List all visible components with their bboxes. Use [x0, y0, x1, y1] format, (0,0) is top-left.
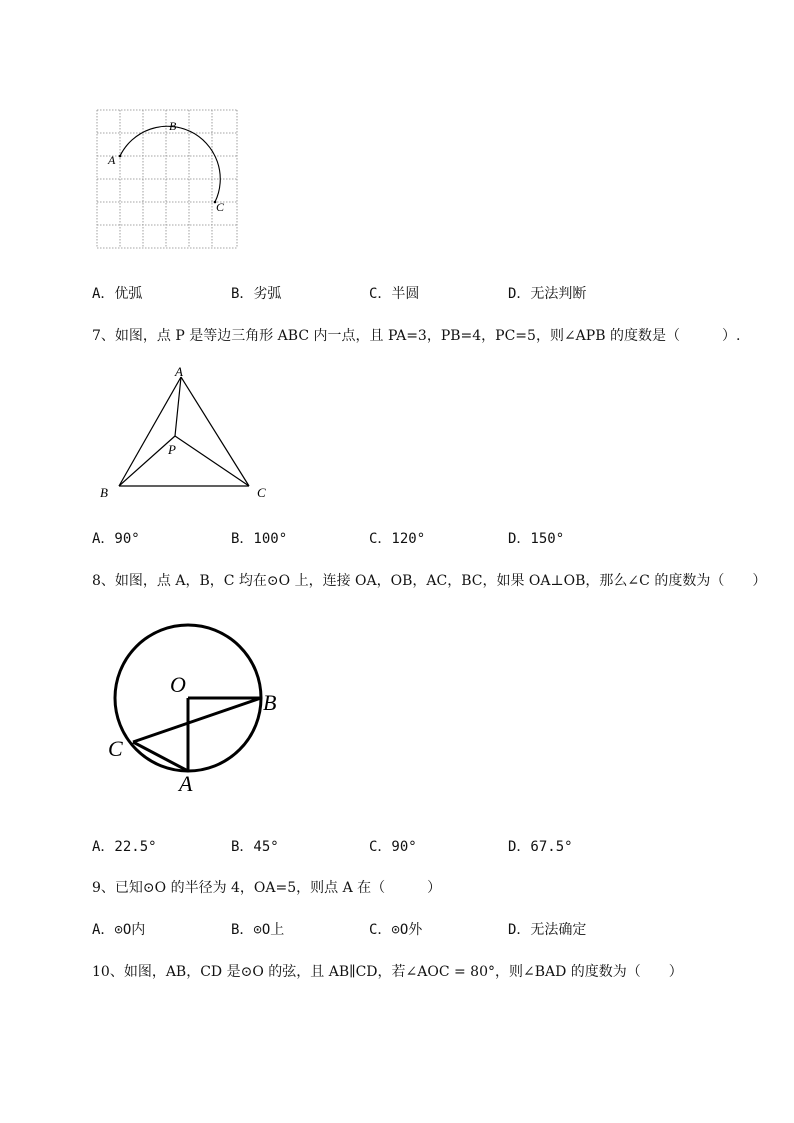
label-b: B [263, 690, 277, 715]
q7-option-b: B．100° [231, 531, 288, 547]
q9-text: 9、已知⊙O 的半径为 4，OA=5，则点 A 在（ ） [92, 880, 442, 896]
q7-option-c: C．120° [369, 531, 426, 547]
q7-option-d: D．150° [508, 531, 565, 547]
label-b: B [100, 485, 108, 500]
q7-text: 7、如图，点 P 是等边三角形 ABC 内一点，且 PA=3，PB=4，PC=5，则∠APB 的度数是（ ）. [92, 328, 741, 344]
label-a: A [179, 771, 193, 796]
q6-option-a: A．优弧 [92, 286, 143, 302]
q6-grid-arc-figure [90, 103, 250, 255]
label-c: C [108, 736, 123, 761]
q6-option-c: C．半圆 [369, 286, 420, 302]
label-b: B [169, 119, 177, 133]
point-a [119, 155, 122, 158]
q8-option-c: C．90° [369, 839, 417, 855]
label-c: C [257, 485, 266, 500]
label-p: P [168, 442, 176, 457]
q8-text: 8、如图，点 A，B，C 均在⊙O 上，连接 OA，OB，AC，BC，如果 OA⊥OB，那么∠C 的度数为（ ） [92, 573, 767, 589]
q9-option-b: B．⊙O上 [231, 922, 285, 938]
label-a: A [108, 153, 116, 167]
q7-triangle-figure [95, 360, 280, 505]
q9-option-d: D．无法确定 [508, 922, 587, 938]
q8-option-b: B．45° [231, 839, 279, 855]
q6-option-d: D．无法判断 [508, 286, 587, 302]
q6-option-b: B．劣弧 [231, 286, 282, 302]
q9-option-a: A．⊙O内 [92, 922, 146, 938]
arc-abc [120, 126, 220, 202]
label-c: C [216, 200, 225, 214]
q9-option-c: C．⊙O外 [369, 922, 423, 938]
q8-option-a: A．22.5° [92, 839, 157, 855]
q7-option-a: A．90° [92, 531, 140, 547]
label-o: O [170, 672, 186, 697]
q8-option-d: D．67.5° [508, 839, 573, 855]
label-a: A [175, 364, 183, 379]
q8-circle-figure [100, 620, 290, 800]
q10-text: 10、如图，AB，CD 是⊙O 的弦，且 AB∥CD，若∠AOC = 80°，则∠BAD 的度数为（ ） [92, 964, 683, 980]
